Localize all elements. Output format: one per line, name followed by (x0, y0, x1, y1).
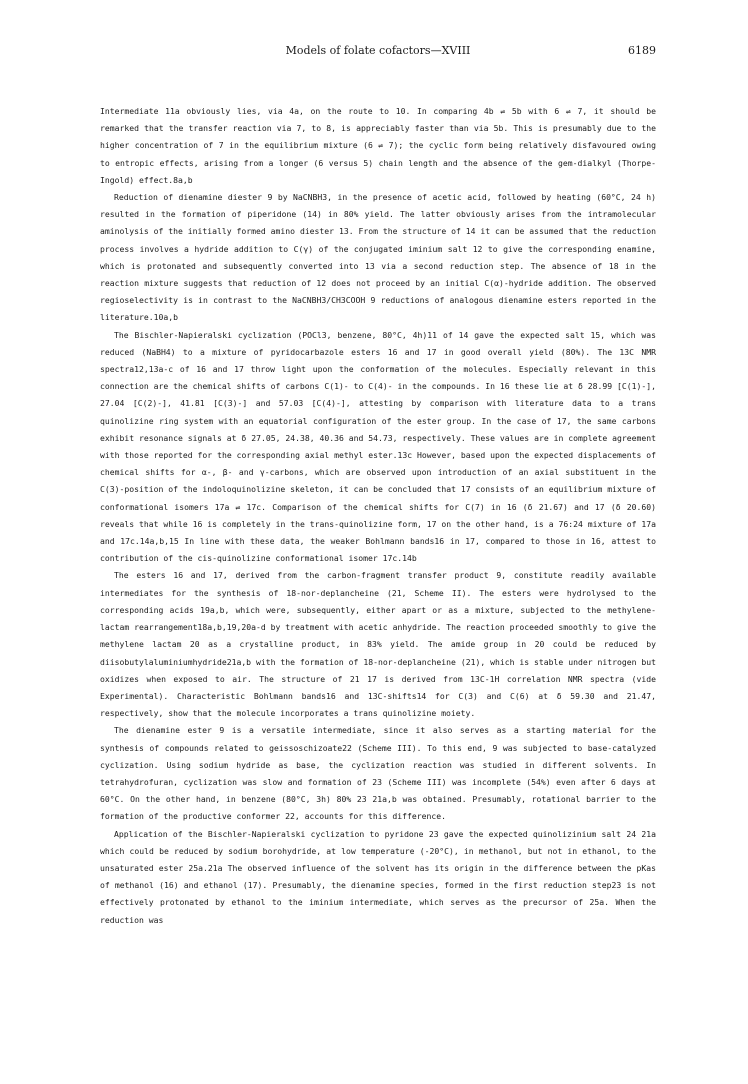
page-number: 6189 (628, 44, 656, 57)
paragraph: Intermediate 11a obviously lies, via 4a, on the route to 10. In comparing 4b ⇌ 5b with 6 ⇌ 7, it should be remarked that the transfer reaction via 7, to 8, is appreciably faster than via 5b. This is presumably due to the higher concentration of 7 in the equilibrium mixture (6 ⇌ 7); the cyclic form being relatively disfavoured owing to entropic effects, arising from a longer (6 versus 5) chain length and the absence of the gem-dialkyl (Thorpe-Ingold) effect.8a,b (100, 106, 656, 185)
page-header (100, 44, 656, 62)
paragraph: The Bischler-Napieralski cyclization (POCl3, benzene, 80°C, 4h)11 of 14 gave the expected salt 15, which was reduced (NaBH4) to a mixture of pyridocarbazole esters 16 and 17 in good overall yield (80%). The 13C NMR spectra12,13a-c of 16 and 17 throw light upon the conformation of the molecules. Especially relevant in this connection are the chemical shifts of carbons C(1)- to C(4)- in the compounds. In 16 these lie at δ 28.99 [C(1)-], 27.04 [C(2)-], 41.81 [C(3)-] and 57.03 [C(4)-], attesting by comparison with literature data to a trans quinolizine ring system with an equatorial configuration of the ester group. In the case of 17, the same carbons exhibit resonance signals at δ 27.05, 24.38, 40.36 and 54.73, respectively. These values are in complete agreement with those reported for the corresponding axial methyl ester.13c However, based upon the expected displacements of chemical shifts for α-, β- and γ-carbons, which are observed upon introduction of an axial substituent in the C(3)-position of the indoloquinolizine skeleton, it can be concluded that 17 consists of an equilibrium mixture of conformational isomers 17a ⇌ 17c. Comparison of the chemical shifts for C(7) in 16 (δ 21.67) and 17 (δ 20.60) reveals that while 16 is completely in the trans-quinolizine form, 17 on the other hand, is a 76:24 mixture of 17a and 17c.14a,b,15 In line with these data, the weaker Bohlmann bands16 in 17, compared to those in 16, attest to contribution of the cis-quinolizine conformational isomer 17c.14b (100, 329, 656, 564)
paragraph: Application of the Bischler-Napieralski cyclization to pyridone 23 gave the expected quinolizinium salt 24 21a which could be reduced by sodium borohydride, at low temperature (-20°C), in methanol, but not in ethanol, to the unsaturated ester 25a.21a The observed influence of the solvent has its origin in the difference between the pKas of methanol (16) and ethanol (17). Presumably, the dienamine species, formed in the first reduction step23 is not effectively protonated by ethanol to the iminium intermediate, which serves as the precursor of 25a. When the reduction was (100, 828, 656, 925)
paragraph: The dienamine ester 9 is a versatile intermediate, since it also serves as a starting material for the synthesis of compounds related to geissoschizoate22 (Scheme III). To this end, 9 was subjected to base-catalyzed cyclization. Using sodium hydride as base, the cyclization reaction was studied in different solvents. In tetrahydrofuran, cyclization was slow and formation of 23 (Scheme III) was incomplete (54%) even after 6 days at 60°C. On the other hand, in benzene (80°C, 3h) 80% 23 21a,b was obtained. Presumably, rotational barrier to the formation of the productive conformer 22, accounts for this difference. (100, 725, 656, 822)
paragraph: Reduction of dienamine diester 9 by NaCNBH3, in the presence of acetic acid, followed by heating (60°C, 24 h) resulted in the formation of piperidone (14) in 80% yield. The latter obviously arises from the intramolecular aminolysis of the initially formed amino diester 13. From the structure of 14 it can be assumed that the reduction process involves a hydride addition to C(γ) of the conjugated iminium salt 12 to give the corresponding enamine, which is protonated and subsequently converted into 13 via a second reduction step. The absence of 18 in the reaction mixture suggests that reduction of 12 does not proceed by an initial C(α)-hydride addition. The observed regioselectivity is in contrast to the NaCNBH3/CH3COOH 9 reductions of analogous dienamine esters reported in the literature.10a,b (100, 192, 656, 323)
article-body (100, 103, 656, 929)
running-title: Models of folate cofactors—XVIII (285, 44, 471, 57)
paragraph: The esters 16 and 17, derived from the carbon-fragment transfer product 9, constitute readily available intermediates for the synthesis of 18-nor-deplancheine (21, Scheme II). The esters were hydrolysed to the corresponding acids 19a,b, which were, subsequently, either apart or as a mixture, subjected to the methylene-lactam rearrangement18a,b,19,20a-d by treatment with acetic anhydride. The reaction proceeded smoothly to give the methylene lactam 20 as a crystalline product, in 83% yield. The amide group in 20 could be reduced by diisobutylaluminiumhydride21a,b with the formation of 18-nor-deplancheine (21), which is stable under nitrogen but oxidizes when exposed to air. The structure of 21 17 is derived from 13C-1H correlation NMR spectra (vide Experimental). Characteristic Bohlmann bands16 and 13C-shifts14 for C(3) and C(6) at δ 59.30 and 21.47, respectively, show that the molecule incorporates a trans quinolizine moiety. (100, 570, 656, 719)
